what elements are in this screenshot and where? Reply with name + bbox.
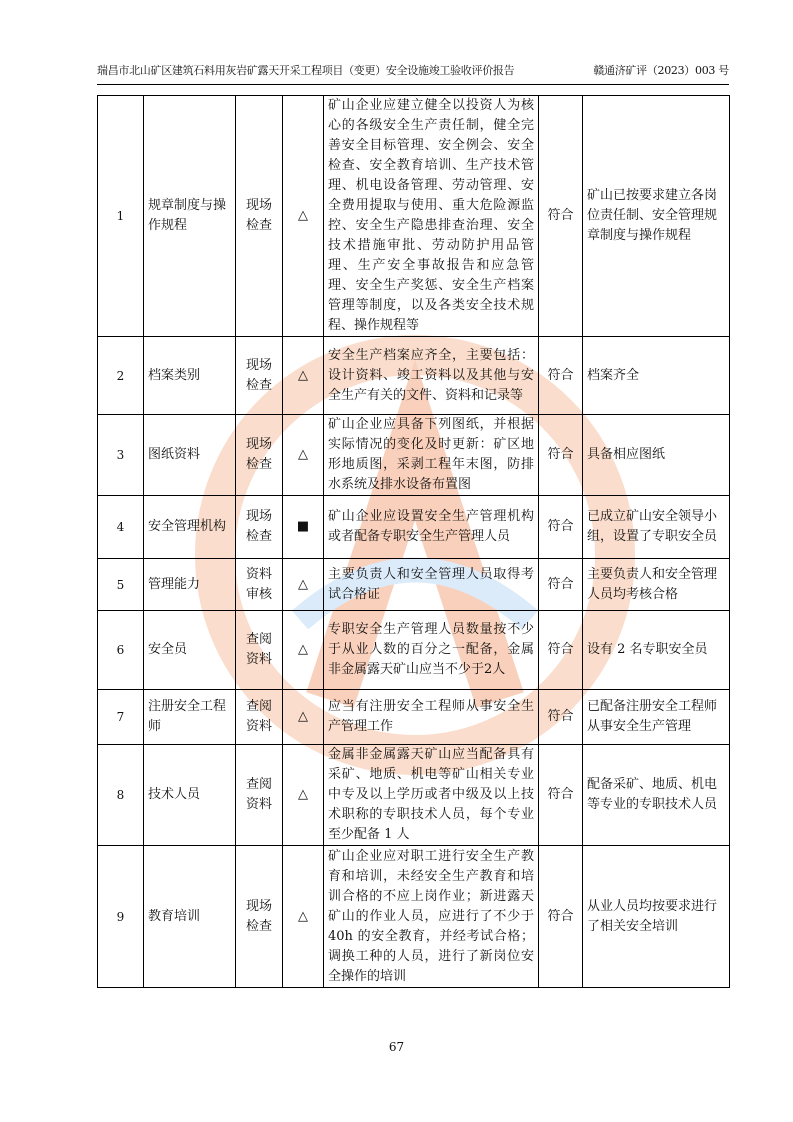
importance-symbol: △	[283, 415, 324, 496]
table-row	[98, 496, 730, 559]
check-item: 教育培训	[144, 846, 236, 988]
row-number: 8	[98, 745, 144, 846]
table-row	[98, 745, 730, 846]
check-method: 现场检查	[236, 496, 283, 559]
check-item: 管理能力	[144, 559, 236, 611]
document-number: 赣通济矿评（2023）003 号	[593, 64, 729, 77]
check-item: 安全员	[144, 611, 236, 690]
check-method: 现场检查	[236, 96, 283, 337]
check-result: 符合	[539, 611, 583, 690]
requirement-text: 矿山企业应具备下列图纸，并根据实际情况的变化及时更新：矿区地形地质图，采剥工程年末图，防排水系统及排水设备布置图	[324, 415, 539, 496]
check-item: 注册安全工程师	[144, 690, 236, 745]
row-number: 6	[98, 611, 144, 690]
importance-symbol: △	[283, 96, 324, 337]
requirement-text: 安全生产档案应齐全，主要包括：设计资料、竣工资料以及其他与安全生产有关的文件、资料和记录等	[324, 337, 539, 415]
check-method: 查阅资料	[236, 745, 283, 846]
check-method: 查阅资料	[236, 611, 283, 690]
importance-symbol: ■	[283, 496, 324, 559]
check-note: 已成立矿山安全领导小组，设置了专职安全员	[583, 496, 730, 559]
check-method: 现场检查	[236, 337, 283, 415]
table-row	[98, 611, 730, 690]
check-result: 符合	[539, 846, 583, 988]
report-title: 瑞昌市北山矿区建筑石料用灰岩矿露天开采工程项目（变更）安全设施竣工验收评价报告	[97, 64, 515, 77]
check-note: 具备相应图纸	[583, 415, 730, 496]
check-result: 符合	[539, 496, 583, 559]
check-result: 符合	[539, 96, 583, 337]
check-note: 已配备注册安全工程师从事安全生产管理	[583, 690, 730, 745]
requirement-text: 矿山企业应建立健全以投资人为核心的各级安全生产责任制，健全完善安全目标管理、安全例会、安全检查、安全教育培训、生产技术管理、机电设备管理、劳动管理、安全费用提取与使用、重大危险源监控、安全生产隐患排查治理、安全技术措施审批、劳动防护用品管理、生产安全事故报告和应急管理、安全生产奖惩、安全生产档案管理等制度，以及各类安全技术规程、操作规程等	[324, 96, 539, 337]
check-item: 图纸资料	[144, 415, 236, 496]
check-note: 矿山已按要求建立各岗位责任制、安全管理规章制度与操作规程	[583, 96, 730, 337]
requirement-text: 主要负责人和安全管理人员取得考试合格证	[324, 559, 539, 611]
row-number: 5	[98, 559, 144, 611]
table-row	[98, 96, 730, 337]
row-number: 4	[98, 496, 144, 559]
requirement-text: 应当有注册安全工程师从事安全生产管理工作	[324, 690, 539, 745]
requirement-text: 矿山企业应设置安全生产管理机构或者配备专职安全生产管理人员	[324, 496, 539, 559]
importance-symbol: △	[283, 611, 324, 690]
row-number: 3	[98, 415, 144, 496]
check-note: 配备采矿、地质、机电等专业的专职技术人员	[583, 745, 730, 846]
check-note: 档案齐全	[583, 337, 730, 415]
requirement-text: 专职安全生产管理人员数量按不少于从业人数的百分之一配备，金属非金属露天矿山应当不少于2人	[324, 611, 539, 690]
table-row	[98, 690, 730, 745]
check-note: 从业人员均按要求进行了相关安全培训	[583, 846, 730, 988]
check-result: 符合	[539, 337, 583, 415]
importance-symbol: △	[283, 559, 324, 611]
check-item: 技术人员	[144, 745, 236, 846]
running-header	[97, 62, 729, 85]
requirement-text: 金属非金属露天矿山应当配备具有采矿、地质、机电等矿山相关专业中专及以上学历或者中级及以上技术职称的专职技术人员，每个专业至少配备 1 人	[324, 745, 539, 846]
table-row	[98, 559, 730, 611]
check-note: 设有 2 名专职安全员	[583, 611, 730, 690]
table-row	[98, 415, 730, 496]
check-item: 档案类别	[144, 337, 236, 415]
check-result: 符合	[539, 745, 583, 846]
row-number: 9	[98, 846, 144, 988]
check-result: 符合	[539, 690, 583, 745]
importance-symbol: △	[283, 337, 324, 415]
check-result: 符合	[539, 415, 583, 496]
importance-symbol: △	[283, 690, 324, 745]
table-row	[98, 846, 730, 988]
check-result: 符合	[539, 559, 583, 611]
page-number: 67	[388, 1040, 405, 1054]
check-method: 资料审核	[236, 559, 283, 611]
check-method: 现场检查	[236, 846, 283, 988]
check-method: 现场检查	[236, 415, 283, 496]
row-number: 7	[98, 690, 144, 745]
row-number: 1	[98, 96, 144, 337]
importance-symbol: △	[283, 846, 324, 988]
table-row	[98, 337, 730, 415]
check-method: 查阅资料	[236, 690, 283, 745]
requirement-text: 矿山企业应对职工进行安全生产教育和培训，未经安全生产教育和培训合格的不应上岗作业；新进露天矿山的作业人员，应进行了不少于 40h 的安全教育，并经考试合格；调换工种的人员，进行了新岗位安全操作的培训	[324, 846, 539, 988]
evaluation-table	[97, 95, 730, 988]
check-item: 规章制度与操作规程	[144, 96, 236, 337]
check-note: 主要负责人和安全管理人员均考核合格	[583, 559, 730, 611]
importance-symbol: △	[283, 745, 324, 846]
check-item: 安全管理机构	[144, 496, 236, 559]
row-number: 2	[98, 337, 144, 415]
